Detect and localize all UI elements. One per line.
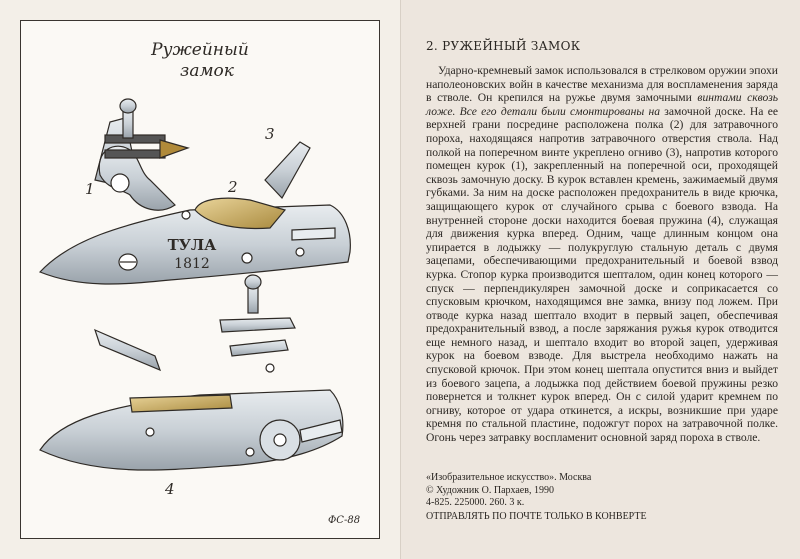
- bottom-lock: [40, 275, 343, 470]
- plate-word: ТУЛА: [167, 236, 217, 254]
- artist-signature: ФС-88: [328, 515, 361, 526]
- imprint-mail-note: ОТПРАВЛЯТЬ ПО ПОЧТЕ ТОЛЬКО В КОНВЕРТЕ: [426, 511, 647, 522]
- plate-year: 1812: [174, 256, 210, 272]
- imprint-publisher: «Изобразительное искусство». Москва: [426, 472, 592, 483]
- illustration-title-line1: Ружейный: [151, 40, 249, 60]
- article-body: [426, 64, 778, 445]
- callout-3: 3: [265, 125, 275, 143]
- article-body-italic: винтами сквозь ложе. Все его детали были смонтированы на: [426, 91, 778, 118]
- callout-4: 4: [165, 480, 175, 498]
- imprint-code: 4-825. 225000. 260. 3 к.: [426, 497, 525, 508]
- callout-2: 2: [228, 178, 238, 196]
- imprint-copyright: © Художник О. Пархаев, 1990: [426, 485, 554, 496]
- article-heading: 2. РУЖЕЙНЫЙ ЗАМОК: [426, 39, 581, 53]
- article-body-part2: замочной доске. На ее верхней грани посредине расположена полка (2) для затравочного пороха, находящаяся напротив затравочного отверстия ствола. Над полкой на поперечном винте укреплено огниво (3), напротив которого помещен курок (1), закрепленный на поперечной оси, проходящей сквозь замочную доску. В курок вставлен кремень, зажимаемый двумя губками. За ним на доске расположен предохранитель в виде крючка, защищающего курок от случайного срыва с боевого взвода. На внутренней стороне доски находится боевая пружина (4), служащая для движения курка вперед. Одним, чаще длинным концом она упирается в лодыжку — полукруглую стальную деталь с двумя зацепами, обеспечивающими предохранительный и боевой взвод курка. Стопор курка производится шепталом, один конец которого — спуск — перпендикулярен замочной доске и соприкасается со спусковым крючком, находящимся вне замка, внизу под ложем. При отводе курка назад шептало входит в первый зацеп, обеспечивая предохранительный взвод, а после заряжания ружья курок отводится еще немного назад, и шептало входит во второй зацеп, удерживая курок на боевом взводе. Для выстрела необходимо нажать на спусковой крючок. При этом конец шептала опустится вниз и выйдет из боевого зацепа, а лодыжка под действием боевой пружины резко повернется и толкнет курок вперед. Он с силой ударит кремнем по огниву, которое от удара откинется, а искры, возникшие при ударе кремня по стальной пластине, подожгут порох на затравочной полке. Огонь через затравку воспламенит основной заряд пороха в стволе.: [426, 104, 778, 445]
- callout-1: 1: [85, 180, 95, 198]
- illustration-title-line2: замок: [180, 61, 234, 81]
- article-body-part1: Ударно-кремневый замок использовался в стрелковом оружии эпохи наполеоновских войн в качестве механизма для воспламенения заряда в стволе. Он крепился на ружье двумя замочными: [426, 64, 778, 105]
